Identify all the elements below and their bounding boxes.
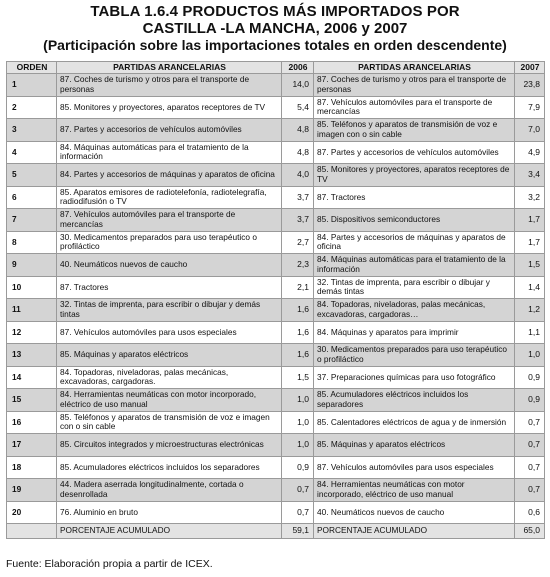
orden-cell: 17 bbox=[7, 434, 57, 457]
partida-2006-cell: 85. Circuitos integrados y microestructuras electrónicas bbox=[57, 434, 282, 457]
partida-2006-cell: 87. Partes y accesorios de vehículos automóviles bbox=[57, 119, 282, 142]
partida-2006-cell: 85. Aparatos emisores de radiotelefonía, radiotelegrafía, radiodifusión o TV bbox=[57, 186, 282, 209]
value-2006-cell: 1,0 bbox=[282, 434, 314, 457]
partida-2007-cell: 40. Neumáticos nuevos de caucho bbox=[314, 501, 515, 524]
value-2007-cell: 0,7 bbox=[515, 479, 545, 502]
header-orden: ORDEN bbox=[7, 62, 57, 74]
partida-2007-cell: 85. Acumuladores eléctricos incluidos los separadores bbox=[314, 389, 515, 412]
value-2006-cell: 1,6 bbox=[282, 299, 314, 322]
orden-cell: 20 bbox=[7, 501, 57, 524]
partida-2006-cell: 87. Vehículos automóviles para usos especiales bbox=[57, 321, 282, 344]
orden-cell: 10 bbox=[7, 276, 57, 299]
partida-2007-cell: 85. Máquinas y aparatos eléctricos bbox=[314, 434, 515, 457]
orden-cell: 12 bbox=[7, 321, 57, 344]
total-row bbox=[7, 524, 545, 539]
partida-2007-cell: 37. Preparaciones químicas para uso fotográfico bbox=[314, 366, 515, 389]
table-row bbox=[7, 141, 545, 164]
value-2006-cell: 1,5 bbox=[282, 366, 314, 389]
partida-2007-cell: 85. Dispositivos semiconductores bbox=[314, 209, 515, 232]
value-2007-cell: 1,4 bbox=[515, 276, 545, 299]
value-2006-cell: 4,8 bbox=[282, 141, 314, 164]
partida-2007-cell: 87. Tractores bbox=[314, 186, 515, 209]
value-2006-cell: 0,7 bbox=[282, 479, 314, 502]
table-row bbox=[7, 96, 545, 119]
orden-cell: 8 bbox=[7, 231, 57, 254]
table-subtitle: (Participación sobre las importaciones totales en orden descendente) bbox=[43, 37, 507, 53]
orden-cell: 19 bbox=[7, 479, 57, 502]
table-title: TABLA 1.6.4 PRODUCTOS MÁS IMPORTADOS POR bbox=[90, 3, 460, 20]
value-2007-cell: 1,2 bbox=[515, 299, 545, 322]
value-2007-cell: 0,7 bbox=[515, 434, 545, 457]
total-empty-cell bbox=[7, 524, 57, 539]
partida-2006-cell: 76. Aluminio en bruto bbox=[57, 501, 282, 524]
value-2006-cell: 2,1 bbox=[282, 276, 314, 299]
partida-2007-cell: 87. Vehículos automóviles para usos especiales bbox=[314, 456, 515, 479]
value-2007-cell: 3,2 bbox=[515, 186, 545, 209]
table-row bbox=[7, 389, 545, 412]
value-2007-cell: 0,9 bbox=[515, 389, 545, 412]
table-row bbox=[7, 479, 545, 502]
partida-2007-cell: 87. Vehículos automóviles para el transporte de mercancías bbox=[314, 96, 515, 119]
value-2006-cell: 2,3 bbox=[282, 254, 314, 277]
value-2006-cell: 14,0 bbox=[282, 74, 314, 97]
partida-2006-cell: 32. Tintas de imprenta, para escribir o dibujar y demás tintas bbox=[57, 299, 282, 322]
partida-2007-cell: 84. Herramientas neumáticas con motor incorporado, eléctrico de uso manual bbox=[314, 479, 515, 502]
orden-cell: 15 bbox=[7, 389, 57, 412]
table-row bbox=[7, 209, 545, 232]
table-row bbox=[7, 74, 545, 97]
partida-2006-cell: 85. Teléfonos y aparatos de transmisión de voz e imagen con o sin cable bbox=[57, 411, 282, 434]
partida-2007-cell: 30. Medicamentos preparados para uso terapéutico o profiláctico bbox=[314, 344, 515, 367]
header-partidas-2006: PARTIDAS ARANCELARIAS bbox=[57, 62, 282, 74]
table-row bbox=[7, 186, 545, 209]
value-2007-cell: 0,7 bbox=[515, 456, 545, 479]
table-row bbox=[7, 299, 545, 322]
table-row bbox=[7, 231, 545, 254]
value-2007-cell: 1,7 bbox=[515, 231, 545, 254]
value-2006-cell: 4,8 bbox=[282, 119, 314, 142]
partida-2006-cell: 87. Coches de turismo y otros para el transporte de personas bbox=[57, 74, 282, 97]
orden-cell: 4 bbox=[7, 141, 57, 164]
table-row bbox=[7, 411, 545, 434]
value-2006-cell: 0,7 bbox=[282, 501, 314, 524]
partida-2006-cell: 84. Herramientas neumáticas con motor incorporado, eléctrico de uso manual bbox=[57, 389, 282, 412]
partida-2006-cell: 84. Partes y accesorios de máquinas y aparatos de oficina bbox=[57, 164, 282, 187]
partida-2006-cell: 87. Tractores bbox=[57, 276, 282, 299]
value-2007-cell: 23,8 bbox=[515, 74, 545, 97]
orden-cell: 18 bbox=[7, 456, 57, 479]
value-2007-cell: 0,6 bbox=[515, 501, 545, 524]
imports-table bbox=[6, 61, 545, 539]
value-2006-cell: 0,9 bbox=[282, 456, 314, 479]
partida-2006-cell: 44. Madera aserrada longitudinalmente, cortada o desenrollada bbox=[57, 479, 282, 502]
orden-cell: 5 bbox=[7, 164, 57, 187]
value-2006-cell: 1,0 bbox=[282, 411, 314, 434]
orden-cell: 2 bbox=[7, 96, 57, 119]
partida-2006-cell: 84. Máquinas automáticas para el tratamiento de la información bbox=[57, 141, 282, 164]
partida-2007-cell: 87. Coches de turismo y otros para el transporte de personas bbox=[314, 74, 515, 97]
table-row bbox=[7, 321, 545, 344]
partida-2007-cell: 85. Monitores y proyectores, aparatos receptores de TV bbox=[314, 164, 515, 187]
value-2007-cell: 7,0 bbox=[515, 119, 545, 142]
value-2007-cell: 1,7 bbox=[515, 209, 545, 232]
value-2007-cell: 3,4 bbox=[515, 164, 545, 187]
partida-2007-cell: 87. Partes y accesorios de vehículos automóviles bbox=[314, 141, 515, 164]
partida-2006-cell: 85. Acumuladores eléctricos incluidos los separadores bbox=[57, 456, 282, 479]
table-row bbox=[7, 366, 545, 389]
orden-cell: 11 bbox=[7, 299, 57, 322]
partida-2007-cell: 84. Máquinas automáticas para el tratamiento de la información bbox=[314, 254, 515, 277]
orden-cell: 16 bbox=[7, 411, 57, 434]
source-note: Fuente: Elaboración propia a partir de ICEX. bbox=[6, 558, 213, 570]
total-label-2007: PORCENTAJE ACUMULADO bbox=[314, 524, 515, 539]
partida-2007-cell: 85. Calentadores eléctricos de agua y de inmersión bbox=[314, 411, 515, 434]
value-2007-cell: 1,5 bbox=[515, 254, 545, 277]
table-row bbox=[7, 119, 545, 142]
partida-2006-cell: 85. Monitores y proyectores, aparatos receptores de TV bbox=[57, 96, 282, 119]
table-row bbox=[7, 456, 545, 479]
partida-2007-cell: 84. Máquinas y aparatos para imprimir bbox=[314, 321, 515, 344]
table-row bbox=[7, 501, 545, 524]
value-2006-cell: 1,6 bbox=[282, 321, 314, 344]
total-value-2006: 59,1 bbox=[282, 524, 314, 539]
orden-cell: 13 bbox=[7, 344, 57, 367]
table-title-line2: CASTILLA -LA MANCHA, 2006 y 2007 bbox=[142, 20, 408, 37]
orden-cell: 3 bbox=[7, 119, 57, 142]
value-2006-cell: 3,7 bbox=[282, 209, 314, 232]
partida-2006-cell: 87. Vehículos automóviles para el transporte de mercancías bbox=[57, 209, 282, 232]
header-row bbox=[7, 62, 545, 74]
orden-cell: 6 bbox=[7, 186, 57, 209]
value-2007-cell: 4,9 bbox=[515, 141, 545, 164]
value-2006-cell: 1,6 bbox=[282, 344, 314, 367]
value-2006-cell: 4,0 bbox=[282, 164, 314, 187]
partida-2007-cell: 84. Topadoras, niveladoras, palas mecánicas, excavadoras, cargadoras… bbox=[314, 299, 515, 322]
table-row bbox=[7, 434, 545, 457]
value-2007-cell: 0,7 bbox=[515, 411, 545, 434]
value-2007-cell: 0,9 bbox=[515, 366, 545, 389]
partida-2007-cell: 84. Partes y accesorios de máquinas y aparatos de oficina bbox=[314, 231, 515, 254]
table-row bbox=[7, 276, 545, 299]
total-label-2006: PORCENTAJE ACUMULADO bbox=[57, 524, 282, 539]
orden-cell: 9 bbox=[7, 254, 57, 277]
partida-2006-cell: 84. Topadoras, niveladoras, palas mecánicas, excavadoras, cargadoras. bbox=[57, 366, 282, 389]
value-2006-cell: 2,7 bbox=[282, 231, 314, 254]
orden-cell: 1 bbox=[7, 74, 57, 97]
header-year-2007: 2007 bbox=[515, 62, 545, 74]
value-2007-cell: 7,9 bbox=[515, 96, 545, 119]
table-body bbox=[7, 74, 545, 524]
partida-2007-cell: 85. Teléfonos y aparatos de transmisión de voz e imagen con o sin cable bbox=[314, 119, 515, 142]
header-year-2006: 2006 bbox=[282, 62, 314, 74]
table-row bbox=[7, 344, 545, 367]
partida-2006-cell: 40. Neumáticos nuevos de caucho bbox=[57, 254, 282, 277]
value-2007-cell: 1,1 bbox=[515, 321, 545, 344]
value-2006-cell: 3,7 bbox=[282, 186, 314, 209]
value-2007-cell: 1,0 bbox=[515, 344, 545, 367]
table-row bbox=[7, 254, 545, 277]
total-value-2007: 65,0 bbox=[515, 524, 545, 539]
partida-2006-cell: 85. Máquinas y aparatos eléctricos bbox=[57, 344, 282, 367]
orden-cell: 14 bbox=[7, 366, 57, 389]
header-partidas-2007: PARTIDAS ARANCELARIAS bbox=[314, 62, 515, 74]
value-2006-cell: 5,4 bbox=[282, 96, 314, 119]
orden-cell: 7 bbox=[7, 209, 57, 232]
partida-2007-cell: 32. Tintas de imprenta, para escribir o dibujar y demás tintas bbox=[314, 276, 515, 299]
value-2006-cell: 1,0 bbox=[282, 389, 314, 412]
table-row bbox=[7, 164, 545, 187]
partida-2006-cell: 30. Medicamentos preparados para uso terapéutico o profiláctico bbox=[57, 231, 282, 254]
